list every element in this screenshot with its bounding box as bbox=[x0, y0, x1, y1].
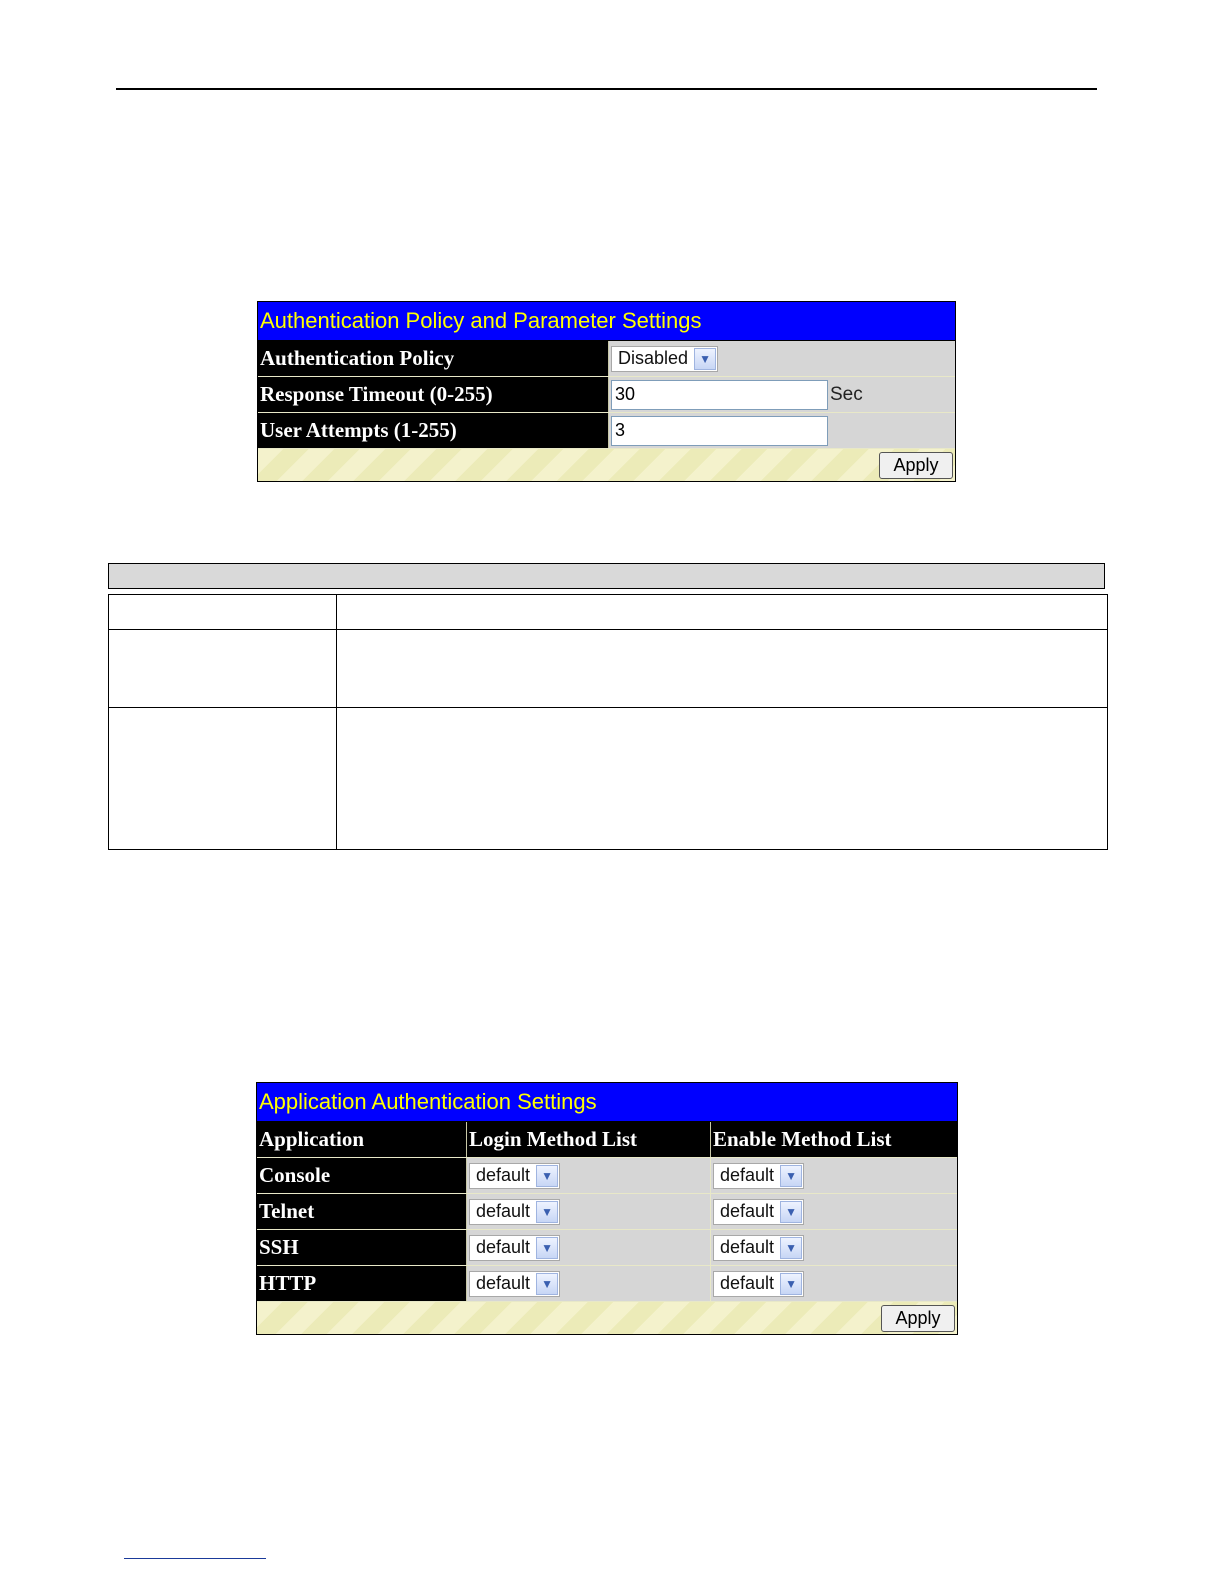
doc-table-header bbox=[108, 563, 1105, 589]
enable-method-cell bbox=[711, 1266, 957, 1301]
app-row-ssh bbox=[257, 1230, 957, 1266]
app-row-console bbox=[257, 1158, 957, 1194]
select-value: default bbox=[476, 1201, 531, 1221]
doc-table bbox=[108, 594, 1108, 850]
row-authentication-policy bbox=[258, 341, 955, 377]
application-name: SSH bbox=[257, 1230, 467, 1265]
login-method-select[interactable] bbox=[469, 1199, 560, 1225]
enable-method-select[interactable] bbox=[713, 1235, 804, 1261]
auth-policy-panel bbox=[257, 301, 956, 482]
column-header-login: Login Method List bbox=[467, 1122, 711, 1157]
chevron-down-icon[interactable]: ▼ bbox=[536, 1165, 558, 1187]
app-row-telnet bbox=[257, 1194, 957, 1230]
select-value: default bbox=[720, 1237, 775, 1257]
login-method-select[interactable] bbox=[469, 1271, 560, 1297]
chevron-down-icon[interactable]: ▼ bbox=[780, 1165, 802, 1187]
header-rule bbox=[116, 88, 1097, 90]
column-divider bbox=[336, 595, 337, 849]
header-row bbox=[257, 1122, 957, 1158]
authentication-policy-select[interactable] bbox=[611, 346, 718, 372]
login-method-select[interactable] bbox=[469, 1235, 560, 1261]
enable-method-cell bbox=[711, 1230, 957, 1265]
application-name: HTTP bbox=[257, 1266, 467, 1301]
footer-link-rule bbox=[124, 1558, 266, 1559]
enable-method-select[interactable] bbox=[713, 1199, 804, 1225]
response-timeout-input[interactable] bbox=[611, 380, 828, 410]
select-value: default bbox=[476, 1237, 531, 1257]
select-value: default bbox=[476, 1273, 531, 1293]
application-name: Telnet bbox=[257, 1194, 467, 1229]
select-value: default bbox=[720, 1165, 775, 1185]
login-method-cell bbox=[467, 1266, 711, 1301]
row-divider bbox=[109, 707, 1107, 708]
row-divider bbox=[109, 629, 1107, 630]
column-header-application: Application bbox=[257, 1122, 467, 1157]
login-method-cell bbox=[467, 1158, 711, 1193]
select-value: default bbox=[476, 1165, 531, 1185]
enable-method-cell bbox=[711, 1194, 957, 1229]
field-label: User Attempts (1-255) bbox=[258, 413, 609, 448]
chevron-down-icon[interactable]: ▼ bbox=[536, 1237, 558, 1259]
enable-method-cell bbox=[711, 1158, 957, 1193]
column-header-enable: Enable Method List bbox=[711, 1122, 957, 1157]
panel-footer bbox=[258, 449, 955, 481]
field-label: Response Timeout (0-255) bbox=[258, 377, 609, 412]
select-value: default bbox=[720, 1273, 775, 1293]
chevron-down-icon[interactable]: ▼ bbox=[780, 1237, 802, 1259]
panel-footer bbox=[257, 1302, 957, 1334]
login-method-cell bbox=[467, 1194, 711, 1229]
panel-title: Authentication Policy and Parameter Settings bbox=[258, 302, 955, 341]
app-row-http bbox=[257, 1266, 957, 1302]
unit-label: Sec bbox=[830, 383, 863, 405]
field-label: Authentication Policy bbox=[258, 341, 609, 376]
row-user-attempts bbox=[258, 413, 955, 449]
apply-button[interactable]: Apply bbox=[881, 1305, 955, 1332]
select-value: Disabled bbox=[618, 348, 689, 368]
chevron-down-icon[interactable]: ▼ bbox=[694, 348, 716, 370]
apply-button[interactable]: Apply bbox=[879, 452, 953, 479]
panel-title: Application Authentication Settings bbox=[257, 1083, 957, 1122]
login-method-cell bbox=[467, 1230, 711, 1265]
enable-method-select[interactable] bbox=[713, 1271, 804, 1297]
chevron-down-icon[interactable]: ▼ bbox=[780, 1273, 802, 1295]
chevron-down-icon[interactable]: ▼ bbox=[780, 1201, 802, 1223]
enable-method-select[interactable] bbox=[713, 1163, 804, 1189]
chevron-down-icon[interactable]: ▼ bbox=[536, 1201, 558, 1223]
user-attempts-input[interactable] bbox=[611, 416, 828, 446]
chevron-down-icon[interactable]: ▼ bbox=[536, 1273, 558, 1295]
application-name: Console bbox=[257, 1158, 467, 1193]
login-method-select[interactable] bbox=[469, 1163, 560, 1189]
row-response-timeout bbox=[258, 377, 955, 413]
app-auth-panel bbox=[256, 1082, 958, 1335]
select-value: default bbox=[720, 1201, 775, 1221]
